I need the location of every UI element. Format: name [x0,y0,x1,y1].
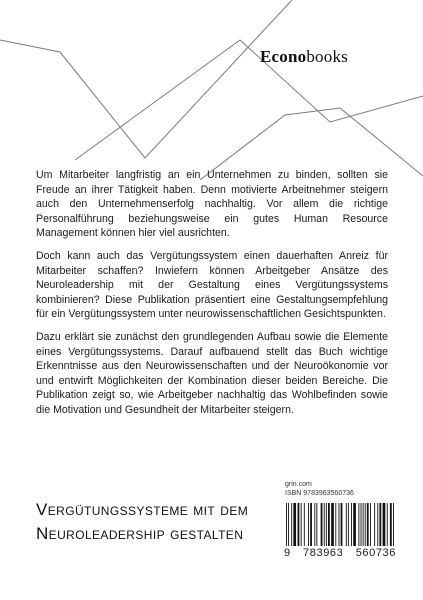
barcode-bar [331,503,334,546]
barcode-bar [326,503,327,546]
publisher-name-bold: Econo [260,47,307,66]
barcode-bar [341,503,343,546]
graphic-line-1 [0,0,292,158]
barcode-bar [310,503,312,546]
barcode-bar [339,503,340,546]
barcode-bar [335,503,336,546]
book-title-line-2: Neuroleadership gestalten [36,524,244,543]
barcode-bar [387,503,388,546]
isbn-barcode [284,503,396,546]
barcode-bar [358,503,359,546]
barcode-bar [351,503,352,546]
book-description [36,168,388,426]
barcode-bar [293,503,296,546]
description-paragraph-2: Doch kann auch das Vergütungssystem einen dauerhaften Anreiz für Mitarbeiter schaffen? Inwiefern können Arbeitgeber Ansätze des Neuroleadership mit der Gestaltung eines Vergütungssystems kombinieren? Diese Publikation präsentiert eine Gestaltungsempfehlung für ein Vergütungssystem unter neurowissenschaftlichen Gesichtspunkten. [36,249,388,321]
barcode-bar [298,503,300,546]
barcode-bar [383,503,386,546]
book-title-line-1: Vergütungssysteme mit dem [36,500,249,519]
barcode-bar [304,503,305,546]
barcode-bar [348,503,349,546]
barcode-bar [393,503,394,546]
publisher-logo [260,47,348,67]
barcode-digit-group-1: 783963 [303,547,344,559]
barcode-bar [370,503,371,546]
barcode-bar [390,503,392,546]
book-title [36,498,276,546]
description-paragraph-3: Dazu erklärt sie zunächst den grundlegenden Aufbau sowie die Elemente eines Vergütungssystems. Darauf aufbauend stellt das Buch wichtige Erkenntnisse aus den Neurowissenschaften und der Neuroökonomie vor und entwirft Möglichkeiten der Kombination dieser beiden Bereiche. Die Publikation zeigt so, wie Arbeitgeber nachhaltig das Wohlbefinden sowie die Motivation und Gesundheit der Mitarbeiter steigern. [36,330,388,416]
barcode-bar [367,503,369,546]
barcode-bar [291,503,292,546]
website-text: grin.com [285,481,312,488]
barcode-bar [321,503,323,546]
barcode-bar [324,503,325,546]
barcode-bar [377,503,378,546]
book-meta [285,480,354,498]
publisher-name-regular: books [306,47,348,66]
barcode-digit-prefix: 9 [284,547,291,559]
barcode-bar [353,503,356,546]
barcode-bar [286,503,287,546]
isbn-text: ISBN 9783963560736 [285,490,354,497]
barcode-bar [379,503,381,546]
decorative-line-graphic [0,0,423,180]
description-paragraph-1: Um Mitarbeiter langfristig an ein Unternehmen zu binden, sollten sie Freude an ihrer Tätigkeit haben. Denn motivierte Arbeitnehmer steigern auch den Unternehmenserfolg nachhaltig. Vor allem die richtige Personalführung beziehungsweise ein gutes Human Resource Management können hier viel ausrichten. [36,169,388,240]
barcode-bar [363,503,364,546]
barcode-bar [316,503,317,546]
barcode-bar [374,503,375,546]
barcode-digits [284,547,396,559]
barcode-bar [301,503,302,546]
barcode-bar [365,503,366,546]
barcode-bar [328,503,330,546]
barcode-digit-group-2: 560736 [355,547,396,559]
barcode-bar [308,503,309,546]
barcode-bar [288,503,289,546]
barcode-bar [361,503,362,546]
barcode-bar [314,503,315,546]
barcode-bar [346,503,347,546]
